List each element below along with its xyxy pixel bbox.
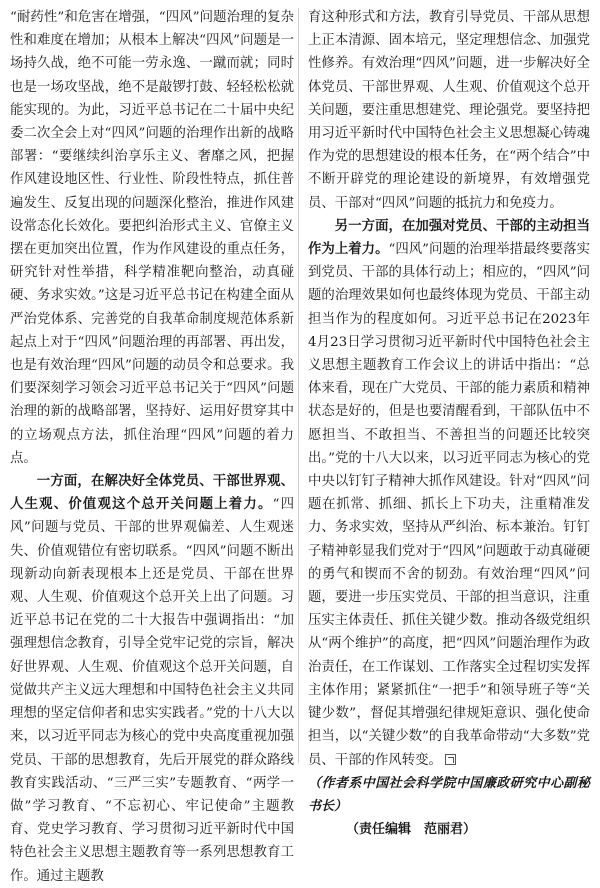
right-paragraph-1: 育这种形式和方法，教育引导党员、干部从思想上正本清源、固本培元，坚定理想信念、加强党性修养。有效治理“四风”问题，进一步解决好全体党员、干部世界观、人生观、价值观这个总开关问题，要注重思想建党、理论强党。要坚持把用习近平新时代中国特色社会主义思想凝心铸魂作为党的思想建设的根本任务，在“两个结合”中不断开辟党的理论建设的新境界，有效增强党员、干部对“四风”问题的抵抗力和免疫力。 [308, 10, 590, 211]
left-paragraph-2-body: “四风”问题与党员、干部的世界观偏差、人生观迷失、价值观错位有密切联系。“四风”问题不断出现新动向新表现根本上还是党员、干部在世界观、人生观、价值观这个总开关上出了问题。习近平总书记在党的二十大报告中强调指出：“加强理想信念教育，引导全党牢记党的宗旨，解决好世界观、人生观、价值观这个总开关问题，自觉做共产主义远大理想和中国特色社会主义共同理想的坚定信仰者和忠实实践者。”党的十八大以来，以习近平同志为核心的党中央高度重视加强党员、干部的思想教育，先后开展党的群众路线教育实践活动、“三严三实”专题教育、“两学一做”学习教育、“不忘初心、牢记使命”主题教育、党史学习教育、学习贯彻习近平新时代中国特色社会主义思想主题教育等一系列思想教育工作。通过主题教 [10, 497, 294, 884]
author-note: （作者系中国社会科学院中国廉政研究中心副秘书长） [308, 775, 590, 814]
right-paragraph-2 [308, 215, 590, 772]
right-column [308, 6, 590, 841]
column-divider [298, 8, 299, 763]
end-mark-icon [445, 754, 456, 765]
right-paragraph-2-lead: 另一方面，在加强对党员、干部的主动担当作为上着力。 [308, 218, 590, 258]
right-paragraph-2-body: “四风”问题的治理举措最终要落实到党员、干部的具体行动上；相应的，“四风”问题的治理效果如何也最终体现为党员、干部主动担当作为的程度如何。习近平总书记在2023年4月23日学习贯彻习近平新时代中国特色社会主义思想主题教育工作会议上的讲话中指出：“总体来看，现在广大党员、干部的能力素质和精神状态是好的，但是也要清醒看到，干部队伍中不愿担当、不敢担当、不善担当的问题还比较突出。”党的十八大以来，以习近平同志为核心的党中央以钉钉子精神大抓作风建设。针对“四风”问题在抓常、抓细、抓长上下功夫，注重精准发力、务求实效，坚持从严纠治、标本兼治。钉钉子精神彰显我们党对于“四风”问题敢于动真碰硬的勇气和锲而不舍的韧劲。有效治理“四风”问题，要进一步压实党员、干部的担当意识，注重压实主体责任、抓住关键少数。推动各级党组织从“两个维护”的高度，把“四风”问题治理作为政治责任，在工作谋划、工作落实全过程切实发挥主体作用；紧紧抓住“一把手”和领导班子等“关键少数”，督促其增强纪律规矩意识、强化使命担当，以“关键少数”的自我革命带动“大多数”党员、干部的作风转变。 [308, 242, 590, 768]
left-column [10, 6, 294, 888]
left-paragraph-1: “耐药性”和危害在增强，“四风”问题治理的复杂性和难度在增加；从根本上解决“四风”问题是一场持久战，绝不可能一劳永逸、一蹴而就；同时也是一场攻坚战，绝不是敲锣打鼓、轻轻松松就能实现的。为此，习近平总书记在二十届中央纪委二次全会上对“四风”问题的治理作出新的战略部署：“要继续纠治享乐主义、奢靡之风，把握作风建设地区性、行业性、阶段性特点，抓住普遍发生、反复出现的问题深化整治，推进作风建设常态化长效化。要把纠治形式主义、官僚主义摆在更加突出位置，作为作风建设的重点任务，研究针对性举措，科学精准靶向整治，动真碰硬、务求实效。”这是习近平总书记在构建全面从严治党体系、完善党的自我革命制度规范体系新起点上对于“四风”问题治理的再部署、再出发，也是有效治理“四风”问题的动员令和总要求。我们要深刻学习领会习近平总书记关于“四风”问题治理的新的战略部署，坚持好、运用好贯穿其中的立场观点方法，抓住治理“四风”问题的着力点。 [10, 10, 294, 466]
left-paragraph-2-lead: 一方面，在解决好全体党员、干部世界观、人生观、价值观这个总开关问题上着力。 [10, 474, 294, 513]
left-paragraph-2 [10, 470, 294, 888]
editor-note: （责任编辑 范丽君） [346, 821, 477, 837]
